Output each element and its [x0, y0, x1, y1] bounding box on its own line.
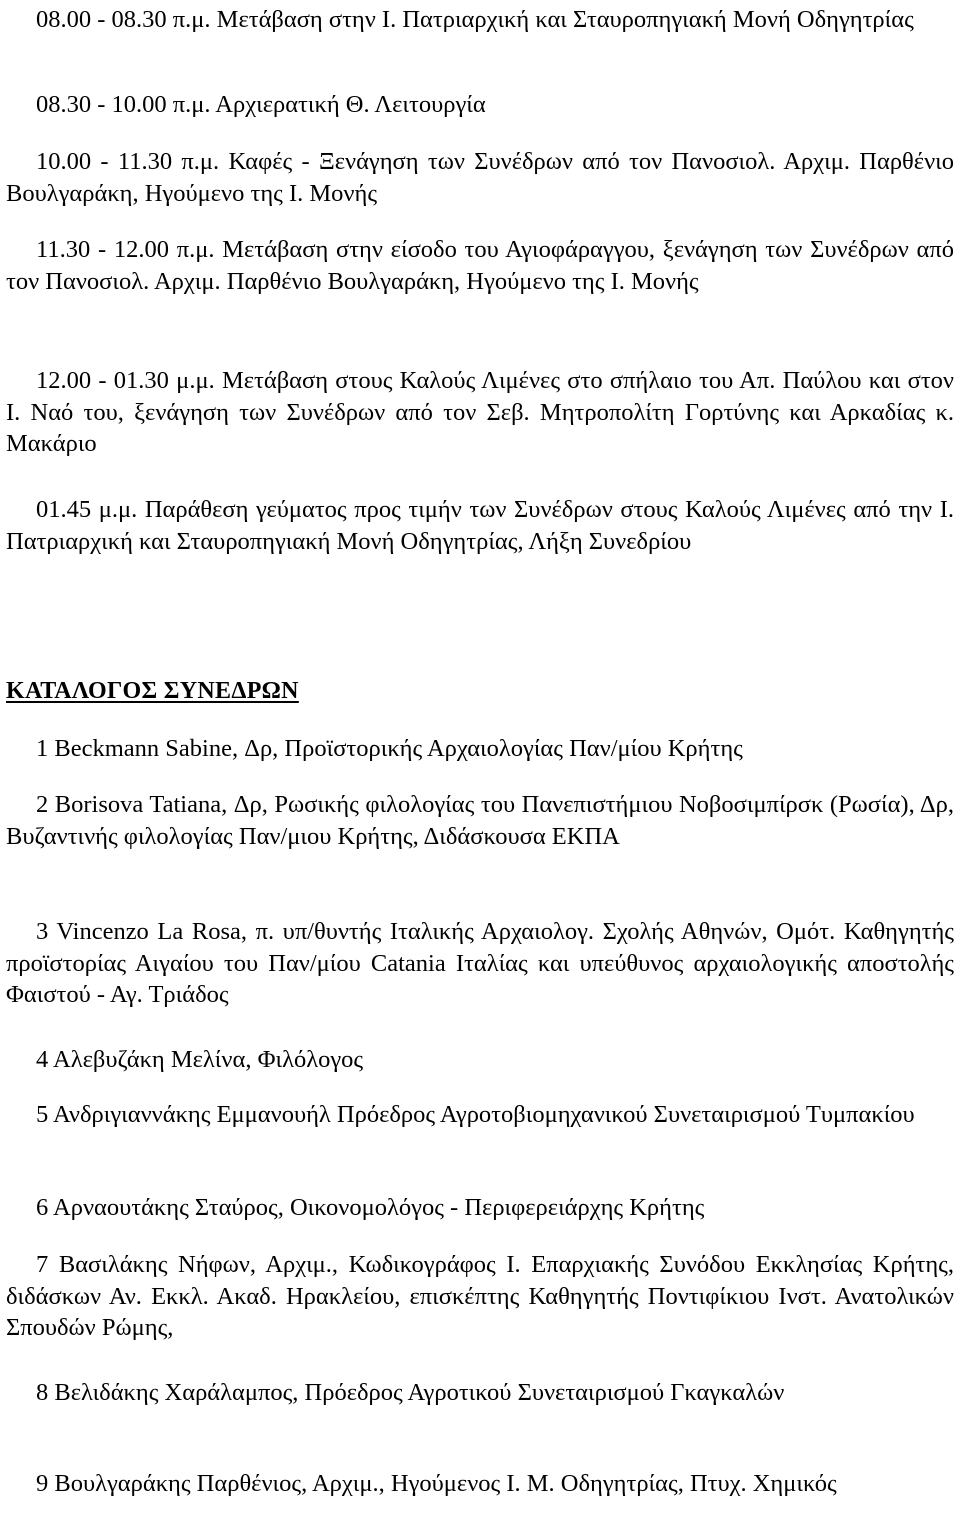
participant-entry: 7 Βασιλάκης Νήφων, Αρχιμ., Κωδικογράφος Ι. Επαρχιακής Συνόδου Εκκλησίας Κρήτης, διδάσκων Αν. Εκκλ. Ακαδ. Ηρακλείου, επισκέπτης Καθηγητής Ποντιφίκιου Ινστ. Ανατολικών Σπουδών Ρώμης, [6, 1251, 954, 1341]
schedule-item: 08.00 - 08.30 π.μ. Μετάβαση στην Ι. Πατριαρχική και Σταυροπηγιακή Μονή Οδηγητρίας [36, 6, 914, 33]
participant-entry: 6 Αρναουτάκης Σταύρος, Οικονομολόγος - Περιφερειάρχης Κρήτης [36, 1194, 705, 1221]
schedule-item: 10.00 - 11.30 π.μ. Καφές - Ξενάγηση των Συνέδρων από τον Πανοσιολ. Αρχιμ. Παρθένιο Βουλγαράκη, Ηγούμενο της Ι. Μονής [6, 148, 954, 207]
participant-entry: 2 Borisova Tatiana, Δρ, Ρωσικής φιλολογίας του Πανεπιστήμιου Νοβοσιμπίρσκ (Ρωσία), Δρ, Βυζαντινής φιλολογίας Παν/μιου Κρήτης, Διδάσκουσα ΕΚΠΑ [6, 791, 954, 850]
participant-entry: 5 Ανδριγιαννάκης Εμμανουήλ Πρόεδρος Αγροτοβιομηχανικού Συνεταιρισμού Τυμπακίου [36, 1101, 915, 1128]
participant-entry: 4 Αλεβυζάκη Μελίνα, Φιλόλογος [36, 1046, 364, 1073]
catalog-heading: ΚΑΤΑΛΟΓΟΣ ΣΥΝΕΔΡΩΝ [6, 678, 299, 704]
schedule-item: 08.30 - 10.00 π.μ. Αρχιερατική Θ. Λειτουργία [36, 91, 486, 118]
participant-entry: 1 Beckmann Sabine, Δρ, Προϊστορικής Αρχαιολογίας Παν/μίου Κρήτης [36, 735, 743, 762]
schedule-item: 11.30 - 12.00 π.μ. Μετάβαση στην είσοδο του Αγιοφάραγγου, ξενάγηση των Συνέδρων από τον Πανοσιολ. Αρχιμ. Παρθένιο Βουλγαράκη, Ηγούμενο της Ι. Μονής [6, 236, 954, 295]
schedule-item: 12.00 - 01.30 μ.μ. Μετάβαση στους Καλούς Λιμένες στο σπήλαιο του Απ. Παύλου και στον Ι. Ναό του, ξενάγηση των Συνέδρων από τον Σεβ. Μητροπολίτη Γορτύνης και Αρκαδίας κ. Μακάριο [6, 367, 954, 457]
participant-entry: 9 Βουλγαράκης Παρθένιος, Αρχιμ., Ηγούμενος Ι. Μ. Οδηγητρίας, Πτυχ. Χημικός [36, 1470, 837, 1497]
participant-entry: 3 Vincenzo La Rosa, π. υπ/θυντής Ιταλικής Αρχαιολογ. Σχολής Αθηνών, Ομότ. Καθηγητής προϊστορίας Αιγαίου του Παν/μίου Catania Ιταλίας και υπεύθυνος αρχαιολογικής αποστολής Φαιστού - Αγ. Τριάδος [6, 918, 954, 1008]
participant-entry: 8 Βελιδάκης Χαράλαμπος, Πρόεδρος Αγροτικού Συνεταιρισμού Γκαγκαλών [36, 1379, 785, 1406]
schedule-item: 01.45 μ.μ. Παράθεση γεύματος προς τιμήν των Συνέδρων στους Καλούς Λιμένες από την Ι. Πατριαρχική και Σταυροπηγιακή Μονή Οδηγητρίας, Λήξη Συνεδρίου [6, 496, 954, 555]
